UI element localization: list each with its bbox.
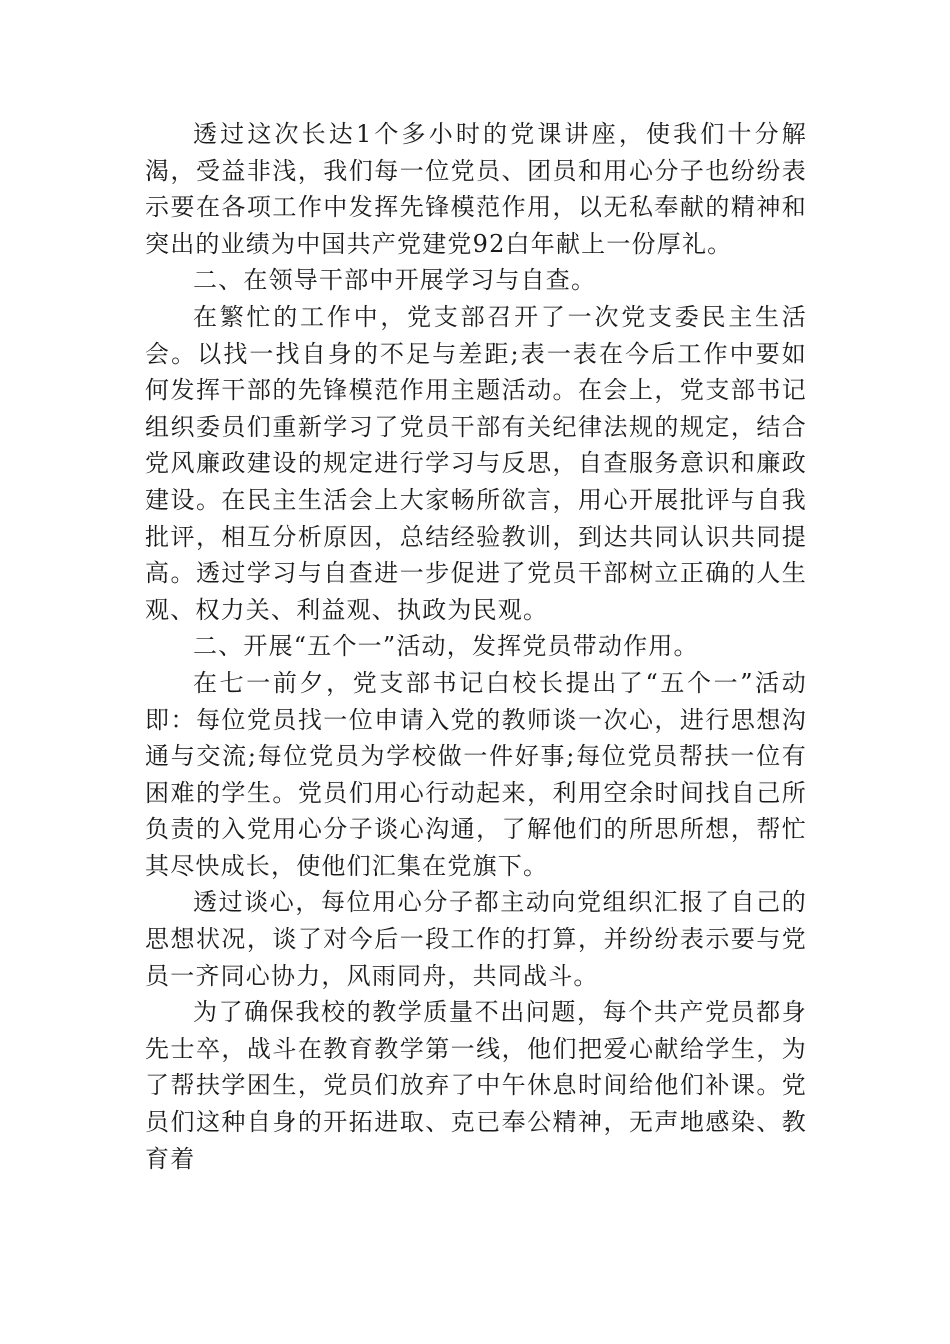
section-heading-4: 二、开展“五个一”活动，发挥党员带动作用。	[193, 632, 699, 661]
paragraph-1: 透过这次长达1个多小时的党课讲座，使我们十分解渴，受益非浅，我们每一位党员、团员和用心分子也纷纷表示要在各项工作中发挥先锋模范作用，以无私奉献的精神和突出的业绩为中国共产党建党92白年献上一份厚礼。	[145, 120, 807, 258]
section-heading-2: 二、在领导干部中开展学习与自查。	[193, 266, 597, 295]
paragraph-6: 透过谈心，每位用心分子都主动向党组织汇报了自己的思想状况，谈了对今后一段工作的打算，并纷纷表示要与党员一齐同心协力，风雨同舟，共同战斗。	[145, 888, 807, 990]
paragraph-7: 为了确保我校的教学质量不出问题，每个共产党员都身先士卒，战斗在教育教学第一线，他们把爱心献给学生，为了帮扶学困生，党员们放弃了中午休息时间给他们补课。党员们这种自身的开拓进取、克已奉公精神，无声地感染、教育着	[145, 998, 807, 1173]
paragraph-5: 在七一前夕，党支部书记白校长提出了“五个一”活动即：每位党员找一位申请入党的教师谈一次心，进行思想沟通与交流;每位党员为学校做一件好事;每位党员帮扶一位有困难的学生。党员们用心行动起来，利用空余时间找自己所负责的入党用心分子谈心沟通，了解他们的所思所想，帮忙其尽快成长，使他们汇集在党旗下。	[145, 668, 807, 880]
paragraph-3: 在繁忙的工作中，党支部召开了一次党支委民主生活会。以找一找自身的不足与差距;表一表在今后工作中要如何发挥干部的先锋模范作用主题活动。在会上，党支部书记组织委员们重新学习了党员干部有关纪律法规的规定，结合党风廉政建设的规定进行学习与反思，自查服务意识和廉政建设。在民主生活会上大家畅所欲言，用心开展批评与自我批评，相互分析原因，总结经验教训，到达共同认识共同提高。透过学习与自查进一步促进了党员干部树立正确的人生观、权力关、利益观、执政为民观。	[145, 302, 807, 624]
document-body	[145, 116, 807, 1177]
